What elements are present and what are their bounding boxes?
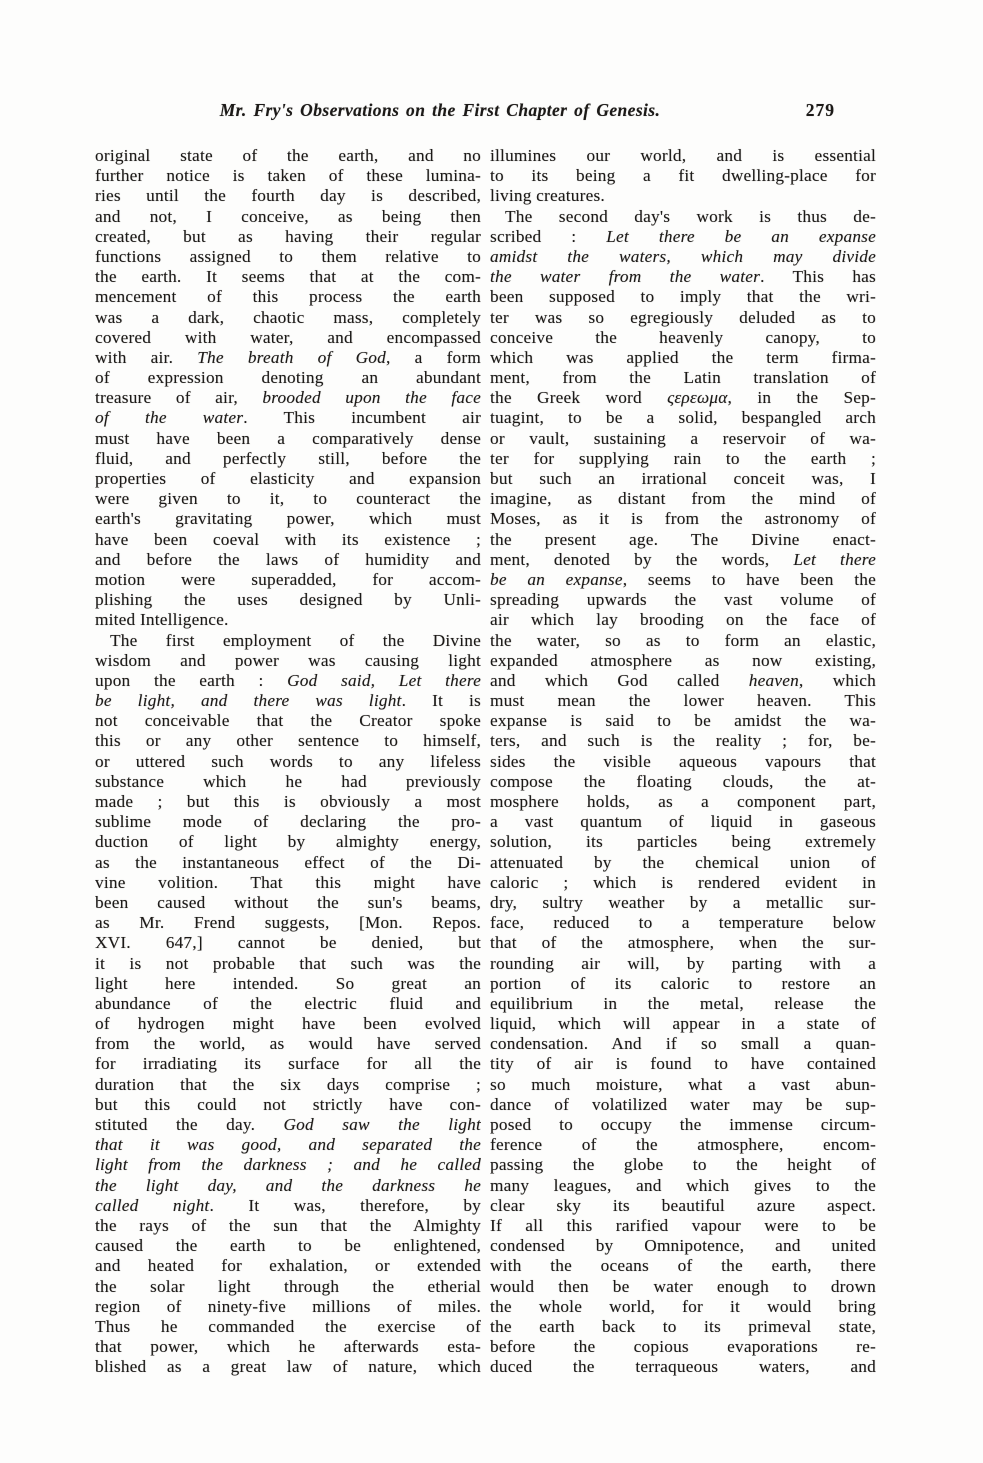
text-line xyxy=(95,731,481,751)
italic-text-segment: light from the darkness ; and he called xyxy=(95,1155,481,1175)
text-segment: mencement of this process the earth xyxy=(95,287,481,307)
text-line xyxy=(490,408,876,428)
text-line xyxy=(95,227,481,247)
italic-text-segment: God saw the light xyxy=(283,1115,481,1134)
text-line xyxy=(490,287,876,307)
text-line xyxy=(490,1095,876,1115)
text-segment: , a form xyxy=(385,347,481,367)
text-segment: and which God called xyxy=(490,670,749,690)
italic-text-segment: Let there xyxy=(793,549,876,569)
text-segment: caused the earth to be enlightened, xyxy=(95,1236,481,1256)
text-segment: ment, denoted by the words, xyxy=(490,549,794,569)
italic-text-segment: the water from the water xyxy=(490,267,761,287)
text-line xyxy=(95,1236,481,1256)
text-line xyxy=(490,227,876,247)
text-segment: rounding air will, by parting with a xyxy=(490,953,876,973)
text-segment: caloric ; which is rendered evident in xyxy=(490,872,876,892)
text-line xyxy=(490,1337,876,1357)
italic-text-segment: called night xyxy=(95,1195,210,1215)
text-line xyxy=(95,954,481,974)
text-segment: fluid, and perfectly still, before the xyxy=(95,448,481,468)
italic-text-segment: amidst the waters, which may divide xyxy=(490,246,876,266)
text-segment: earth's gravitating power, which must xyxy=(95,509,481,529)
text-segment: air which lay brooding on the face of xyxy=(490,610,876,630)
text-line xyxy=(95,449,481,469)
text-segment: , seems to have been the xyxy=(622,569,876,589)
text-line xyxy=(490,489,876,509)
text-segment: ters, and such is the reality ; for, be- xyxy=(490,731,876,751)
text-segment: upon the earth : xyxy=(95,670,288,690)
text-segment: vine volition. That this might have xyxy=(95,872,481,892)
text-line xyxy=(95,247,481,267)
italic-text-segment: God said, Let there xyxy=(287,670,481,690)
text-segment: further notice is taken of these lumina- xyxy=(95,166,481,186)
text-line xyxy=(95,1196,481,1216)
text-line xyxy=(95,550,481,570)
text-segment: stituted the day. xyxy=(95,1115,284,1134)
text-segment: functions assigned to them relative to xyxy=(95,246,481,266)
page-number: 279 xyxy=(805,100,835,120)
text-segment: living creatures. xyxy=(490,186,605,206)
text-segment: the present age. The Divine enact- xyxy=(490,529,876,549)
text-segment: must have been a comparatively dense xyxy=(95,428,481,448)
text-segment: face, reduced to a temperature below xyxy=(490,913,876,933)
text-line xyxy=(95,590,481,610)
text-line xyxy=(490,1034,876,1054)
text-line xyxy=(490,1317,876,1337)
text-line xyxy=(490,651,876,671)
text-segment: substance which he had previously xyxy=(95,771,481,791)
text-segment: but such an irrational conceit was, I xyxy=(490,469,876,488)
text-segment: of hydrogen might have been evolved xyxy=(95,1014,481,1034)
text-segment: duction of light by almighty energy, xyxy=(95,832,481,852)
text-segment: ter for supplying rain to the earth ; xyxy=(490,448,876,468)
text-segment: or uttered such words to any lifeless xyxy=(95,751,481,771)
text-line xyxy=(490,1014,876,1034)
text-line xyxy=(95,348,481,368)
italic-text-segment: The breath of God xyxy=(197,347,386,367)
text-line xyxy=(95,207,481,227)
text-segment: and before the laws of humidity and xyxy=(95,549,481,569)
text-line xyxy=(490,752,876,772)
text-line xyxy=(490,449,876,469)
text-segment: XVI. 647,] cannot be denied, but xyxy=(95,933,481,953)
text-segment: expanded atmosphere as now existing, xyxy=(490,650,876,670)
text-segment: condensation. And if so small a quan- xyxy=(490,1034,876,1054)
text-line xyxy=(95,631,481,651)
text-line xyxy=(95,711,481,731)
text-segment: but this could not strictly have con- xyxy=(95,1094,481,1114)
text-line xyxy=(95,812,481,832)
text-line xyxy=(490,1297,876,1317)
text-line xyxy=(490,308,876,328)
text-segment: with air. xyxy=(95,347,198,367)
text-line xyxy=(95,1337,481,1357)
text-line xyxy=(490,1216,876,1236)
text-line xyxy=(490,873,876,893)
text-segment: tuagint, to be a solid, bespangled arch xyxy=(490,408,876,428)
text-line xyxy=(490,913,876,933)
text-segment: so much moisture, what a vast abun- xyxy=(490,1074,876,1094)
text-segment: to its being a fit dwelling-place for xyxy=(490,166,876,186)
text-segment: illumines our world, and is essential xyxy=(490,146,876,165)
text-segment: have been coeval with its existence ; xyxy=(95,529,481,549)
text-line xyxy=(490,893,876,913)
text-line xyxy=(490,832,876,852)
text-segment: sides the visible aqueous vapours that xyxy=(490,751,876,771)
text-line xyxy=(490,429,876,449)
text-line xyxy=(95,1216,481,1236)
text-line xyxy=(490,631,876,651)
text-segment: passing the globe to the height of xyxy=(490,1155,876,1175)
text-segment: scribed : xyxy=(490,226,607,246)
text-segment: condensed by Omnipotence, and united xyxy=(490,1236,876,1256)
text-segment: duration that the six days comprise ; xyxy=(95,1074,481,1094)
text-line xyxy=(95,408,481,428)
text-segment: . It was, therefore, by xyxy=(209,1195,481,1215)
text-segment: The first employment of the Divine xyxy=(110,630,481,650)
text-segment: light here intended. So great an xyxy=(95,973,481,993)
text-segment: were given to it, to counteract the xyxy=(95,489,481,509)
italic-text-segment: ςερεωμα xyxy=(667,388,728,408)
text-line xyxy=(95,267,481,287)
text-segment: and not, I conceive, as being then xyxy=(95,206,481,226)
text-segment: as Mr. Frend suggests, [Mon. Repos. xyxy=(95,913,481,933)
text-line xyxy=(490,610,876,630)
text-line xyxy=(95,610,481,630)
text-line xyxy=(95,570,481,590)
text-segment: portion of its caloric to restore an xyxy=(490,973,876,993)
text-segment: the earth. It seems that at the com- xyxy=(95,267,481,287)
text-line xyxy=(95,1075,481,1095)
text-line xyxy=(490,328,876,348)
text-line xyxy=(95,308,481,328)
text-segment: dance of volatilized water may be sup- xyxy=(490,1094,876,1114)
text-segment: the Greek word xyxy=(490,388,668,408)
text-line xyxy=(490,247,876,267)
italic-text-segment: heaven xyxy=(748,670,799,690)
text-segment: many leagues, and which gives to the xyxy=(490,1175,876,1195)
text-line xyxy=(490,146,876,166)
text-segment: not conceivable that the Creator spoke xyxy=(95,711,481,731)
text-segment: a vast quantum of liquid in gaseous xyxy=(490,812,876,832)
text-line xyxy=(95,1317,481,1337)
text-line xyxy=(95,429,481,449)
text-segment: The second day's work is thus de- xyxy=(505,206,876,226)
text-segment: the whole world, for it would bring xyxy=(490,1296,876,1316)
text-line xyxy=(95,186,481,206)
text-segment: original state of the earth, and no xyxy=(95,146,481,165)
italic-text-segment: of the water xyxy=(95,408,244,428)
text-line xyxy=(95,1297,481,1317)
text-segment: clear sky its beautiful azure aspect. xyxy=(490,1195,876,1215)
text-line xyxy=(490,550,876,570)
text-line xyxy=(95,873,481,893)
text-line xyxy=(95,893,481,913)
italic-text-segment: the light day, and the darkness he xyxy=(95,1175,481,1195)
text-line xyxy=(490,1277,876,1297)
italic-text-segment: Let there be an expanse xyxy=(606,226,876,246)
text-segment: with the oceans of the earth, there xyxy=(490,1256,876,1276)
text-line xyxy=(490,994,876,1014)
italic-text-segment: be an expanse xyxy=(490,569,623,589)
text-line xyxy=(95,772,481,792)
text-segment: liquid, which will appear in a state of xyxy=(490,1014,876,1034)
text-line xyxy=(95,1277,481,1297)
running-header xyxy=(95,100,875,124)
left-column xyxy=(95,146,481,1377)
text-segment: for irradiating its surface for all the xyxy=(95,1054,481,1074)
text-segment: the rays of the sun that the Almighty xyxy=(95,1215,481,1235)
text-segment: would then be water enough to drown xyxy=(490,1276,876,1296)
text-line xyxy=(490,530,876,550)
text-segment: which was applied the term firma- xyxy=(490,347,876,367)
text-line xyxy=(95,1054,481,1074)
text-segment: . This incumbent air xyxy=(243,408,481,428)
text-line xyxy=(490,792,876,812)
text-line xyxy=(490,731,876,751)
text-segment: abundance of the electric fluid and xyxy=(95,993,481,1013)
text-line xyxy=(490,671,876,691)
text-segment: treasure of air, xyxy=(95,388,263,408)
text-line xyxy=(95,1034,481,1054)
text-line xyxy=(95,388,481,408)
text-line xyxy=(490,469,876,489)
text-line xyxy=(95,1155,481,1175)
text-line xyxy=(95,933,481,953)
text-line xyxy=(95,1095,481,1115)
text-segment: was a dark, chaotic mass, completely xyxy=(95,307,481,327)
text-segment: or vault, sustaining a reservoir of wa- xyxy=(490,428,876,448)
text-segment: and heated for exhalation, or extended xyxy=(95,1256,481,1276)
text-line xyxy=(490,772,876,792)
text-line xyxy=(95,853,481,873)
text-segment: ter was so egregiously deluded as to xyxy=(490,307,876,327)
text-line xyxy=(490,186,876,206)
text-segment: Moses, as it is from the astronomy of xyxy=(490,509,876,529)
text-line xyxy=(95,1357,481,1377)
text-segment: blished as a great law of nature, which xyxy=(95,1357,481,1377)
text-line xyxy=(490,267,876,287)
article-title: Mr. Fry's Observations on the First Chapter of Genesis. xyxy=(219,100,661,120)
text-segment: must mean the lower heaven. This xyxy=(490,691,876,711)
text-line xyxy=(95,328,481,348)
text-segment: Thus he commanded the exercise of xyxy=(95,1316,481,1336)
text-segment: properties of elasticity and expansion xyxy=(95,469,481,488)
text-line xyxy=(490,348,876,368)
text-segment: been caused without the sun's beams, xyxy=(95,892,481,912)
text-segment: . It is xyxy=(401,691,481,711)
text-segment: solution, its particles being extremely xyxy=(490,832,876,852)
text-segment: the earth back to its primeval state, xyxy=(490,1316,876,1336)
text-segment: from the world, as would have served xyxy=(95,1034,481,1054)
text-segment: that power, which he afterwards esta- xyxy=(95,1337,481,1357)
text-line xyxy=(490,207,876,227)
text-line xyxy=(95,166,481,186)
text-segment: plishing the uses designed by Unli- xyxy=(95,590,481,610)
text-line xyxy=(95,368,481,388)
text-line xyxy=(95,1014,481,1034)
text-line xyxy=(95,530,481,550)
text-segment: conceive the heavenly canopy, to xyxy=(490,327,876,347)
text-line xyxy=(95,913,481,933)
text-segment: tity of air is found to have contained xyxy=(490,1054,876,1074)
text-line xyxy=(490,1357,876,1377)
text-segment: mited Intelligence. xyxy=(95,610,229,630)
text-segment: . This has xyxy=(760,267,876,287)
text-line xyxy=(95,691,481,711)
italic-text-segment: that it was good, and separated the xyxy=(95,1135,481,1155)
right-column xyxy=(490,146,876,1377)
text-segment: ries until the fourth day is described, xyxy=(95,186,481,206)
text-segment: , which xyxy=(798,670,876,690)
text-segment: before the copious evaporations re- xyxy=(490,1337,876,1357)
text-line xyxy=(95,1115,481,1135)
text-line xyxy=(490,691,876,711)
text-segment: ference of the atmosphere, encom- xyxy=(490,1135,876,1155)
text-line xyxy=(490,368,876,388)
text-segment: that of the atmosphere, when the sur- xyxy=(490,933,876,953)
text-line xyxy=(490,1196,876,1216)
text-segment: made ; but this is obviously a most xyxy=(95,792,481,811)
text-segment: this or any other sentence to himself, xyxy=(95,731,481,751)
text-line xyxy=(95,146,481,166)
text-segment: the solar light through the etherial xyxy=(95,1276,481,1296)
text-segment: motion were superadded, for accom- xyxy=(95,569,481,589)
text-segment: equilibrium in the metal, release the xyxy=(490,993,876,1013)
text-line xyxy=(490,509,876,529)
text-segment: of expression denoting an abundant xyxy=(95,368,481,388)
text-line xyxy=(490,1075,876,1095)
text-line xyxy=(95,974,481,994)
italic-text-segment: brooded upon the face xyxy=(262,388,481,408)
text-line xyxy=(95,489,481,509)
text-segment: imagine, as distant from the mind of xyxy=(490,489,876,509)
text-segment: as the instantaneous effect of the Di- xyxy=(95,852,481,872)
text-segment: created, but as having their regular xyxy=(95,226,481,246)
text-segment: mosphere holds, as a component part, xyxy=(490,792,876,811)
text-line xyxy=(95,509,481,529)
text-line xyxy=(490,954,876,974)
text-line xyxy=(490,166,876,186)
text-segment: it is not probable that such was the xyxy=(95,953,481,973)
text-line xyxy=(490,1236,876,1256)
text-line xyxy=(490,933,876,953)
text-segment: region of ninety-five millions of miles. xyxy=(95,1296,481,1316)
text-line xyxy=(95,832,481,852)
text-segment: sublime mode of declaring the pro- xyxy=(95,812,481,832)
text-line xyxy=(490,1155,876,1175)
text-line xyxy=(490,388,876,408)
text-segment: , in the Sep- xyxy=(727,388,876,408)
text-columns xyxy=(95,146,876,1377)
text-line xyxy=(490,1054,876,1074)
text-segment: If all this rarified vapour were to be xyxy=(490,1215,876,1235)
text-segment: expanse is said to be amidst the wa- xyxy=(490,711,876,731)
text-segment: duced the terraqueous waters, and xyxy=(490,1357,876,1377)
text-segment: wisdom and power was causing light xyxy=(95,650,481,670)
text-line xyxy=(95,792,481,812)
italic-text-segment: be light, and there was light xyxy=(95,691,402,711)
text-segment: compose the floating clouds, the at- xyxy=(490,771,876,791)
text-line xyxy=(490,711,876,731)
text-line xyxy=(95,1256,481,1276)
text-segment: dry, sultry weather by a metallic sur- xyxy=(490,892,876,912)
text-line xyxy=(95,752,481,772)
text-segment: the water, so as to form an elastic, xyxy=(490,630,876,650)
text-segment: been supposed to imply that the wri- xyxy=(490,287,876,307)
text-line xyxy=(490,974,876,994)
text-line xyxy=(95,1135,481,1155)
text-line xyxy=(490,1176,876,1196)
text-line xyxy=(490,570,876,590)
text-line xyxy=(490,590,876,610)
text-line xyxy=(490,1135,876,1155)
text-line xyxy=(490,853,876,873)
text-segment: covered with water, and encompassed xyxy=(95,327,481,347)
text-line xyxy=(490,812,876,832)
text-line xyxy=(95,651,481,671)
text-segment: spreading upwards the vast volume of xyxy=(490,590,876,610)
text-segment: posed to occupy the immense circum- xyxy=(490,1115,876,1134)
text-segment: attenuated by the chemical union of xyxy=(490,852,876,872)
text-line xyxy=(95,671,481,691)
text-line xyxy=(490,1115,876,1135)
text-line xyxy=(95,994,481,1014)
text-line xyxy=(95,1176,481,1196)
text-segment: ment, from the Latin translation of xyxy=(490,368,876,388)
text-line xyxy=(95,287,481,307)
text-line xyxy=(95,469,481,489)
text-line xyxy=(490,1256,876,1276)
